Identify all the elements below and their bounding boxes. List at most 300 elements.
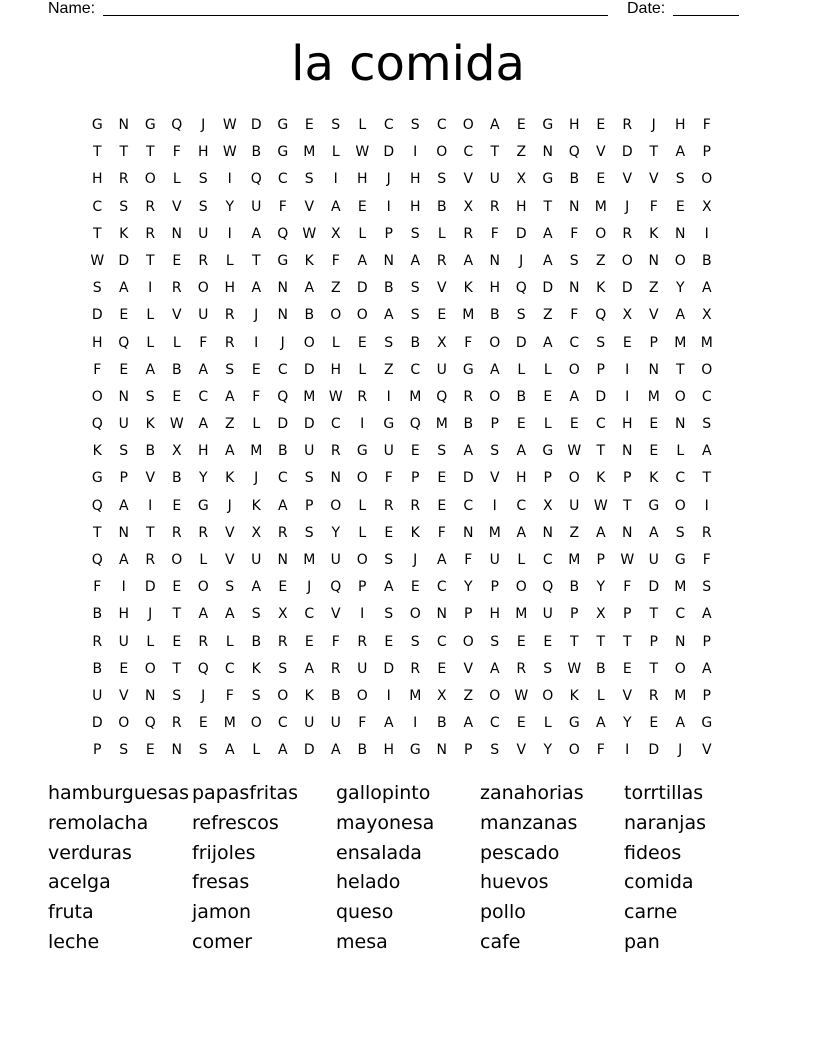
grid-letter: R bbox=[330, 443, 341, 460]
grid-letter: S bbox=[490, 443, 500, 460]
grid-letter: N bbox=[463, 524, 474, 541]
grid-letter: D bbox=[462, 470, 474, 487]
grid-letter: B bbox=[277, 443, 288, 460]
grid-letter: K bbox=[596, 470, 606, 487]
grid-letter: K bbox=[649, 225, 659, 242]
grid-letter: F bbox=[702, 552, 711, 568]
grid-letter: V bbox=[489, 470, 500, 487]
grid-letter: U bbox=[357, 660, 368, 677]
grid-letter: H bbox=[621, 416, 633, 433]
grid-letter: E bbox=[622, 660, 632, 677]
grid-letter: K bbox=[304, 252, 314, 269]
word-bank-item: refrescos bbox=[192, 811, 279, 834]
grid-letter: U bbox=[198, 225, 209, 242]
grid-letter: T bbox=[172, 660, 182, 677]
grid-letter: A bbox=[357, 252, 368, 269]
grid-letter: M bbox=[435, 416, 448, 433]
grid-letter: W bbox=[222, 144, 237, 161]
grid-letter: O bbox=[197, 280, 209, 297]
grid-letter: S bbox=[437, 443, 447, 460]
grid-letter: I bbox=[386, 198, 391, 215]
grid-letter: L bbox=[331, 144, 340, 161]
grid-letter: U bbox=[330, 552, 341, 568]
grid-letter: Q bbox=[515, 280, 527, 297]
grid-letter: T bbox=[92, 225, 102, 242]
word-bank-item: hamburguesas bbox=[48, 782, 190, 804]
grid-letter: C bbox=[675, 470, 686, 487]
grid-letter: G bbox=[568, 715, 580, 732]
grid-letter: V bbox=[171, 198, 182, 215]
grid-letter: R bbox=[171, 524, 182, 541]
word-bank-item: naranjas bbox=[624, 811, 707, 834]
grid-letter: K bbox=[251, 660, 261, 677]
grid-letter: C bbox=[489, 715, 500, 732]
grid-letter: D bbox=[250, 117, 262, 133]
grid-letter: C bbox=[198, 388, 209, 405]
date-label: Date: bbox=[627, 0, 666, 17]
grid-letter: T bbox=[92, 144, 102, 161]
grid-letter: R bbox=[277, 524, 288, 541]
grid-letter: S bbox=[410, 307, 420, 324]
grid-letter: A bbox=[701, 606, 712, 623]
grid-letter: A bbox=[516, 524, 527, 541]
grid-letter: M bbox=[674, 687, 687, 704]
grid-letter: R bbox=[277, 633, 288, 650]
grid-letter: J bbox=[201, 687, 206, 704]
grid-letter: G bbox=[701, 715, 713, 732]
grid-letter: W bbox=[328, 388, 343, 405]
grid-letter: N bbox=[436, 606, 447, 623]
grid-letter: P bbox=[623, 606, 632, 623]
grid-letter: C bbox=[436, 117, 447, 133]
grid-letter: A bbox=[118, 497, 129, 514]
grid-letter: Q bbox=[330, 579, 342, 596]
grid-letter: Q bbox=[250, 171, 262, 188]
grid-letter: S bbox=[304, 470, 314, 487]
grid-letter: D bbox=[648, 742, 660, 759]
grid-letter: E bbox=[172, 633, 182, 650]
grid-letter: Q bbox=[277, 388, 289, 405]
grid-letter: A bbox=[675, 715, 686, 732]
grid-letter: Y bbox=[463, 579, 473, 596]
grid-letter: R bbox=[198, 252, 209, 269]
grid-letter: R bbox=[198, 633, 209, 650]
grid-letter: Z bbox=[224, 416, 235, 433]
grid-letter: N bbox=[118, 524, 129, 541]
grid-letter: V bbox=[648, 307, 659, 324]
grid-letter: K bbox=[569, 687, 579, 704]
grid-letter: D bbox=[648, 579, 660, 596]
grid-letter: B bbox=[251, 633, 262, 650]
grid-letter: S bbox=[119, 443, 129, 460]
grid-letter: G bbox=[356, 443, 368, 460]
grid-letter: A bbox=[224, 606, 235, 623]
grid-letter: I bbox=[227, 171, 232, 188]
word-bank-item: manzanas bbox=[480, 811, 578, 834]
grid-letter: D bbox=[303, 742, 315, 759]
grid-letter: S bbox=[304, 171, 314, 188]
grid-letter: O bbox=[303, 334, 315, 351]
grid-letter: O bbox=[489, 334, 501, 351]
grid-letter: P bbox=[596, 552, 605, 568]
grid-letter: N bbox=[145, 687, 156, 704]
grid-letter: S bbox=[702, 416, 712, 433]
grid-letter: C bbox=[569, 334, 580, 351]
grid-letter: S bbox=[437, 171, 447, 188]
grid-letter: P bbox=[411, 470, 420, 487]
grid-letter: A bbox=[198, 416, 209, 433]
grid-letter: G bbox=[277, 117, 289, 133]
grid-letter: D bbox=[383, 660, 395, 677]
grid-letter: I bbox=[360, 416, 365, 433]
grid-letter: N bbox=[436, 742, 447, 759]
grid-letter: A bbox=[648, 524, 659, 541]
grid-letter: H bbox=[197, 144, 209, 161]
grid-letter: D bbox=[595, 388, 607, 405]
grid-letter: F bbox=[331, 252, 340, 269]
grid-letter: J bbox=[201, 117, 206, 133]
grid-letter: C bbox=[383, 117, 394, 133]
grid-letter: R bbox=[436, 252, 447, 269]
grid-letter: X bbox=[701, 307, 712, 324]
grid-letter: C bbox=[542, 552, 553, 568]
grid-letter: I bbox=[227, 225, 232, 242]
grid-letter: Q bbox=[118, 334, 130, 351]
grid-letter: E bbox=[278, 579, 288, 596]
grid-letter: E bbox=[384, 524, 394, 541]
grid-letter: B bbox=[171, 361, 182, 378]
grid-letter: U bbox=[489, 171, 500, 188]
grid-letter: B bbox=[330, 687, 341, 704]
grid-letter: A bbox=[198, 361, 209, 378]
grid-letter: W bbox=[593, 497, 608, 514]
grid-letter: T bbox=[569, 633, 579, 650]
grid-letter: M bbox=[594, 198, 607, 215]
grid-letter: X bbox=[622, 307, 633, 324]
grid-letter: P bbox=[93, 742, 102, 759]
word-bank-item: jamon bbox=[192, 901, 252, 924]
grid-letter: L bbox=[676, 443, 685, 460]
grid-letter: A bbox=[277, 497, 288, 514]
grid-letter: Q bbox=[277, 225, 289, 242]
grid-letter: H bbox=[356, 171, 368, 188]
grid-letter: O bbox=[436, 144, 448, 161]
grid-letter: Z bbox=[595, 252, 606, 269]
grid-letter: J bbox=[651, 117, 656, 133]
grid-letter: K bbox=[463, 280, 473, 297]
grid-letter: E bbox=[675, 198, 685, 215]
grid-letter: O bbox=[356, 687, 368, 704]
word-bank-item: papasfritas bbox=[192, 782, 299, 804]
grid-letter: W bbox=[302, 225, 317, 242]
grid-letter: Y bbox=[198, 470, 208, 487]
grid-letter: B bbox=[569, 171, 580, 188]
grid-letter: O bbox=[197, 579, 209, 596]
grid-letter: T bbox=[649, 606, 659, 623]
grid-letter: A bbox=[330, 742, 341, 759]
grid-letter: C bbox=[224, 660, 235, 677]
grid-letter: A bbox=[463, 252, 474, 269]
grid-letter: A bbox=[675, 307, 686, 324]
grid-letter: O bbox=[144, 660, 156, 677]
grid-letter: B bbox=[383, 280, 394, 297]
grid-letter: K bbox=[251, 497, 261, 514]
grid-letter: A bbox=[516, 443, 527, 460]
word-bank-item: frijoles bbox=[192, 841, 256, 864]
grid-letter: V bbox=[330, 606, 341, 623]
grid-letter: O bbox=[330, 497, 342, 514]
grid-letter: Q bbox=[144, 715, 156, 732]
grid-letter: U bbox=[198, 307, 209, 324]
grid-letter: O bbox=[462, 117, 474, 133]
grid-letter: T bbox=[596, 633, 606, 650]
grid-letter: F bbox=[172, 144, 181, 161]
grid-letter: P bbox=[570, 606, 579, 623]
grid-letter: H bbox=[383, 742, 395, 759]
grid-letter: B bbox=[595, 660, 606, 677]
word-bank-item: verduras bbox=[48, 841, 132, 864]
grid-letter: A bbox=[224, 742, 235, 759]
grid-letter: F bbox=[570, 307, 579, 324]
grid-letter: M bbox=[409, 687, 422, 704]
grid-letter: C bbox=[436, 579, 447, 596]
grid-letter: V bbox=[463, 171, 474, 188]
grid-letter: U bbox=[251, 198, 262, 215]
word-bank-item: pan bbox=[624, 930, 660, 953]
word-bank-item: fresas bbox=[192, 871, 250, 894]
grid-letter: E bbox=[437, 307, 447, 324]
grid-letter: P bbox=[702, 633, 711, 650]
grid-letter: S bbox=[384, 606, 394, 623]
grid-letter: T bbox=[596, 443, 606, 460]
grid-letter: G bbox=[277, 144, 289, 161]
grid-letter: R bbox=[463, 225, 474, 242]
grid-letter: S bbox=[331, 117, 341, 133]
grid-letter: L bbox=[596, 687, 605, 704]
grid-letter: O bbox=[330, 307, 342, 324]
grid-letter: R bbox=[357, 633, 368, 650]
grid-letter: Y bbox=[225, 198, 235, 215]
grid-letter: E bbox=[172, 388, 182, 405]
grid-letter: A bbox=[542, 334, 553, 351]
grid-letter: K bbox=[410, 524, 420, 541]
grid-letter: R bbox=[489, 198, 500, 215]
grid-letter: W bbox=[355, 144, 370, 161]
grid-letter: H bbox=[118, 606, 130, 623]
grid-letter: E bbox=[410, 443, 420, 460]
word-bank bbox=[48, 779, 768, 958]
grid-letter: S bbox=[675, 524, 685, 541]
grid-letter: A bbox=[489, 117, 500, 133]
grid-letter: V bbox=[622, 687, 633, 704]
grid-letter: G bbox=[144, 117, 156, 133]
grid-letter: U bbox=[436, 361, 447, 378]
grid-letter: G bbox=[648, 497, 660, 514]
grid-letter: E bbox=[145, 742, 155, 759]
grid-letter: H bbox=[489, 280, 501, 297]
grid-letter: E bbox=[172, 497, 182, 514]
grid-letter: S bbox=[410, 225, 420, 242]
grid-letter: X bbox=[595, 606, 606, 623]
grid-letter: T bbox=[251, 252, 261, 269]
grid-letter: U bbox=[92, 687, 103, 704]
grid-letter: A bbox=[489, 361, 500, 378]
grid-letter: W bbox=[567, 660, 582, 677]
grid-letter: P bbox=[490, 579, 499, 596]
grid-letter: B bbox=[171, 470, 182, 487]
grid-letter: E bbox=[119, 307, 129, 324]
grid-letter: Q bbox=[91, 416, 103, 433]
grid-letter: B bbox=[410, 334, 421, 351]
grid-letter: P bbox=[596, 361, 605, 378]
grid-letter: D bbox=[621, 144, 633, 161]
grid-letter: T bbox=[649, 144, 659, 161]
grid-letter: C bbox=[595, 416, 606, 433]
grid-letter: R bbox=[145, 552, 156, 568]
grid-letter: A bbox=[542, 252, 553, 269]
grid-letter: V bbox=[463, 660, 474, 677]
grid-letter: M bbox=[303, 144, 316, 161]
grid-letter: T bbox=[92, 524, 102, 541]
grid-letter: P bbox=[464, 742, 473, 759]
word-search-grid bbox=[84, 112, 720, 765]
grid-letter: S bbox=[410, 633, 420, 650]
grid-letter: A bbox=[436, 552, 447, 568]
grid-letter: J bbox=[254, 307, 259, 324]
grid-letter: M bbox=[674, 334, 687, 351]
grid-letter: T bbox=[543, 198, 553, 215]
grid-letter: P bbox=[623, 470, 632, 487]
grid-letter: R bbox=[92, 633, 103, 650]
grid-letter: E bbox=[596, 171, 606, 188]
grid-letter: C bbox=[330, 416, 341, 433]
grid-letter: R bbox=[118, 171, 129, 188]
grid-letter: O bbox=[674, 388, 686, 405]
grid-letter: T bbox=[649, 660, 659, 677]
grid-letter: N bbox=[622, 443, 633, 460]
grid-letter: A bbox=[330, 198, 341, 215]
grid-letter: O bbox=[568, 742, 580, 759]
word-bank-item: huevos bbox=[480, 871, 549, 894]
grid-letter: T bbox=[622, 497, 632, 514]
grid-letter: D bbox=[515, 225, 527, 242]
grid-letter: L bbox=[517, 361, 526, 378]
grid-letter: A bbox=[277, 742, 288, 759]
grid-letter: J bbox=[519, 252, 524, 269]
grid-letter: O bbox=[489, 388, 501, 405]
grid-letter: F bbox=[570, 225, 579, 242]
grid-letter: S bbox=[543, 660, 553, 677]
grid-letter: E bbox=[437, 660, 447, 677]
grid-letter: L bbox=[199, 552, 208, 568]
grid-letter: K bbox=[225, 470, 235, 487]
grid-letter: H bbox=[91, 334, 103, 351]
grid-letter: R bbox=[198, 524, 209, 541]
grid-letter: I bbox=[148, 497, 153, 514]
grid-letter: F bbox=[331, 633, 340, 650]
grid-letter: O bbox=[515, 579, 527, 596]
grid-letter: S bbox=[198, 171, 208, 188]
grid-letter: N bbox=[569, 280, 580, 297]
grid-letter: V bbox=[516, 742, 527, 759]
grid-letter: C bbox=[277, 470, 288, 487]
grid-letter: L bbox=[172, 171, 181, 188]
grid-letter: N bbox=[277, 307, 288, 324]
grid-letter: H bbox=[489, 606, 501, 623]
grid-letter: G bbox=[542, 171, 554, 188]
name-blank-line bbox=[103, 15, 608, 16]
grid-letter: S bbox=[278, 660, 288, 677]
grid-letter: E bbox=[622, 334, 632, 351]
grid-letter: Q bbox=[91, 552, 103, 568]
grid-letter: P bbox=[305, 497, 314, 514]
grid-letter: S bbox=[304, 524, 314, 541]
grid-letter: K bbox=[92, 443, 102, 460]
grid-letter: X bbox=[171, 443, 182, 460]
grid-letter: I bbox=[413, 715, 418, 732]
page-title: la comida bbox=[291, 36, 525, 92]
grid-letter: A bbox=[542, 225, 553, 242]
grid-letter: P bbox=[464, 606, 473, 623]
grid-letter: S bbox=[410, 280, 420, 297]
grid-letter: A bbox=[251, 225, 262, 242]
grid-letter: L bbox=[358, 524, 367, 541]
grid-letter: A bbox=[118, 280, 129, 297]
grid-letter: E bbox=[384, 633, 394, 650]
grid-letter: E bbox=[304, 633, 314, 650]
grid-letter: M bbox=[223, 715, 236, 732]
grid-letter: Q bbox=[171, 117, 183, 133]
grid-letter: A bbox=[304, 280, 315, 297]
grid-letter: Z bbox=[330, 280, 341, 297]
grid-letter: A bbox=[383, 579, 394, 596]
grid-letter: C bbox=[463, 144, 474, 161]
grid-letter: V bbox=[145, 470, 156, 487]
grid-letter: U bbox=[304, 715, 315, 732]
grid-letter: Z bbox=[463, 687, 474, 704]
grid-letter: A bbox=[675, 144, 686, 161]
grid-letter: R bbox=[622, 225, 633, 242]
grid-letter: V bbox=[171, 307, 182, 324]
grid-letter: O bbox=[409, 606, 421, 623]
grid-letter: A bbox=[463, 715, 474, 732]
grid-letter: E bbox=[569, 416, 579, 433]
grid-letter: L bbox=[146, 334, 155, 351]
grid-letter: Y bbox=[331, 524, 341, 541]
grid-letter: I bbox=[413, 144, 418, 161]
grid-letter: Q bbox=[91, 497, 103, 514]
grid-letter: I bbox=[625, 361, 630, 378]
grid-letter: D bbox=[542, 280, 554, 297]
grid-letter: R bbox=[463, 388, 474, 405]
grid-letter: D bbox=[303, 416, 315, 433]
grid-letter: T bbox=[702, 470, 712, 487]
grid-letter: F bbox=[225, 687, 234, 704]
grid-letter: L bbox=[358, 225, 367, 242]
grid-letter: S bbox=[119, 198, 129, 215]
grid-letter: A bbox=[410, 252, 421, 269]
grid-letter: S bbox=[251, 606, 261, 623]
grid-letter: E bbox=[172, 252, 182, 269]
grid-letter: S bbox=[596, 334, 606, 351]
grid-letter: O bbox=[171, 552, 183, 568]
grid-letter: D bbox=[356, 280, 368, 297]
grid-letter: A bbox=[701, 443, 712, 460]
grid-letter: S bbox=[225, 361, 235, 378]
grid-letter: Q bbox=[542, 579, 554, 596]
grid-letter: L bbox=[543, 715, 552, 732]
grid-letter: R bbox=[171, 280, 182, 297]
